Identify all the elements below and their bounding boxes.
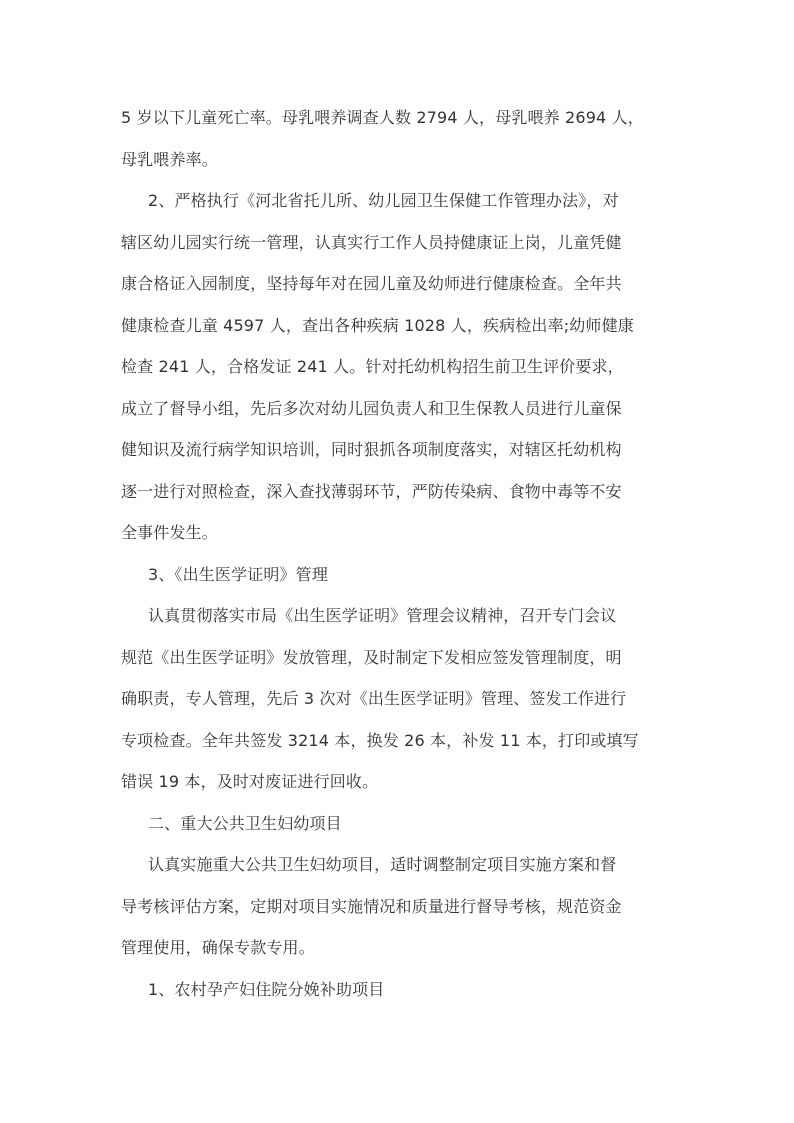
text-line: 全事件发生。 [121, 523, 218, 542]
text-line: 健康检查儿童 4597 人，查出各种疾病 1028 人，疾病检出率;幼师健康 [121, 315, 634, 335]
text-line: 5 岁以下儿童死亡率。母乳喂养调查人数 2794 人，母乳喂养 2694 人， [121, 108, 644, 127]
text-line: 成立了督导小组，先后多次对幼儿园负责人和卫生保教人员进行儿童保 [121, 398, 622, 418]
text-line: 规范《出生医学证明》发放管理，及时制定下发相应签发管理制度，明 [121, 647, 622, 667]
text-line: 康合格证入园制度，坚持每年对在园儿童及幼师进行健康检查。全年共 [121, 274, 622, 293]
text-line: 1、农村孕产妇住院分娩补助项目 [148, 979, 385, 999]
text-line: 检查 241 人，合格发证 241 人。针对托幼机构招生前卫生评价要求， [121, 357, 624, 376]
text-line: 3、《出生医学证明》管理 [148, 564, 328, 584]
text-line: 逐一进行对照检查，深入查找薄弱环节，严防传染病、食物中毒等不安 [121, 481, 622, 501]
text-line: 二、重大公共卫生妇幼项目 [148, 813, 342, 833]
text-line: 错误 19 本，及时对废证进行回收。 [121, 772, 379, 791]
text-line: 管理使用，确保专款专用。 [121, 938, 315, 957]
text-line: 2、严格执行《河北省托儿所、幼儿园卫生保健工作管理办法》，对 [148, 191, 619, 210]
document-body [121, 101, 675, 1014]
text-line: 辖区幼儿园实行统一管理，认真实行工作人员持健康证上岗，儿童凭健 [121, 232, 622, 252]
text-line: 认真贯彻落实市局《出生医学证明》管理会议精神，召开专门会议 [148, 606, 617, 625]
text-line: 专项检查。全年共签发 3214 本，换发 26 本，补发 11 本，打印或填写 [121, 730, 639, 750]
text-line: 母乳喂养率。 [121, 149, 218, 169]
text-line: 确职责，专人管理，先后 3 次对《出生医学证明》管理、签发工作进行 [121, 689, 627, 708]
text-line: 健知识及流行病学知识培训，同时狠抓各项制度落实，对辖区托幼机构 [121, 440, 622, 459]
text-line: 认真实施重大公共卫生妇幼项目，适时调整制定项目实施方案和督 [148, 855, 617, 874]
text-line: 导考核评估方案，定期对项目实施情况和质量进行督导考核，规范资金 [121, 896, 622, 916]
